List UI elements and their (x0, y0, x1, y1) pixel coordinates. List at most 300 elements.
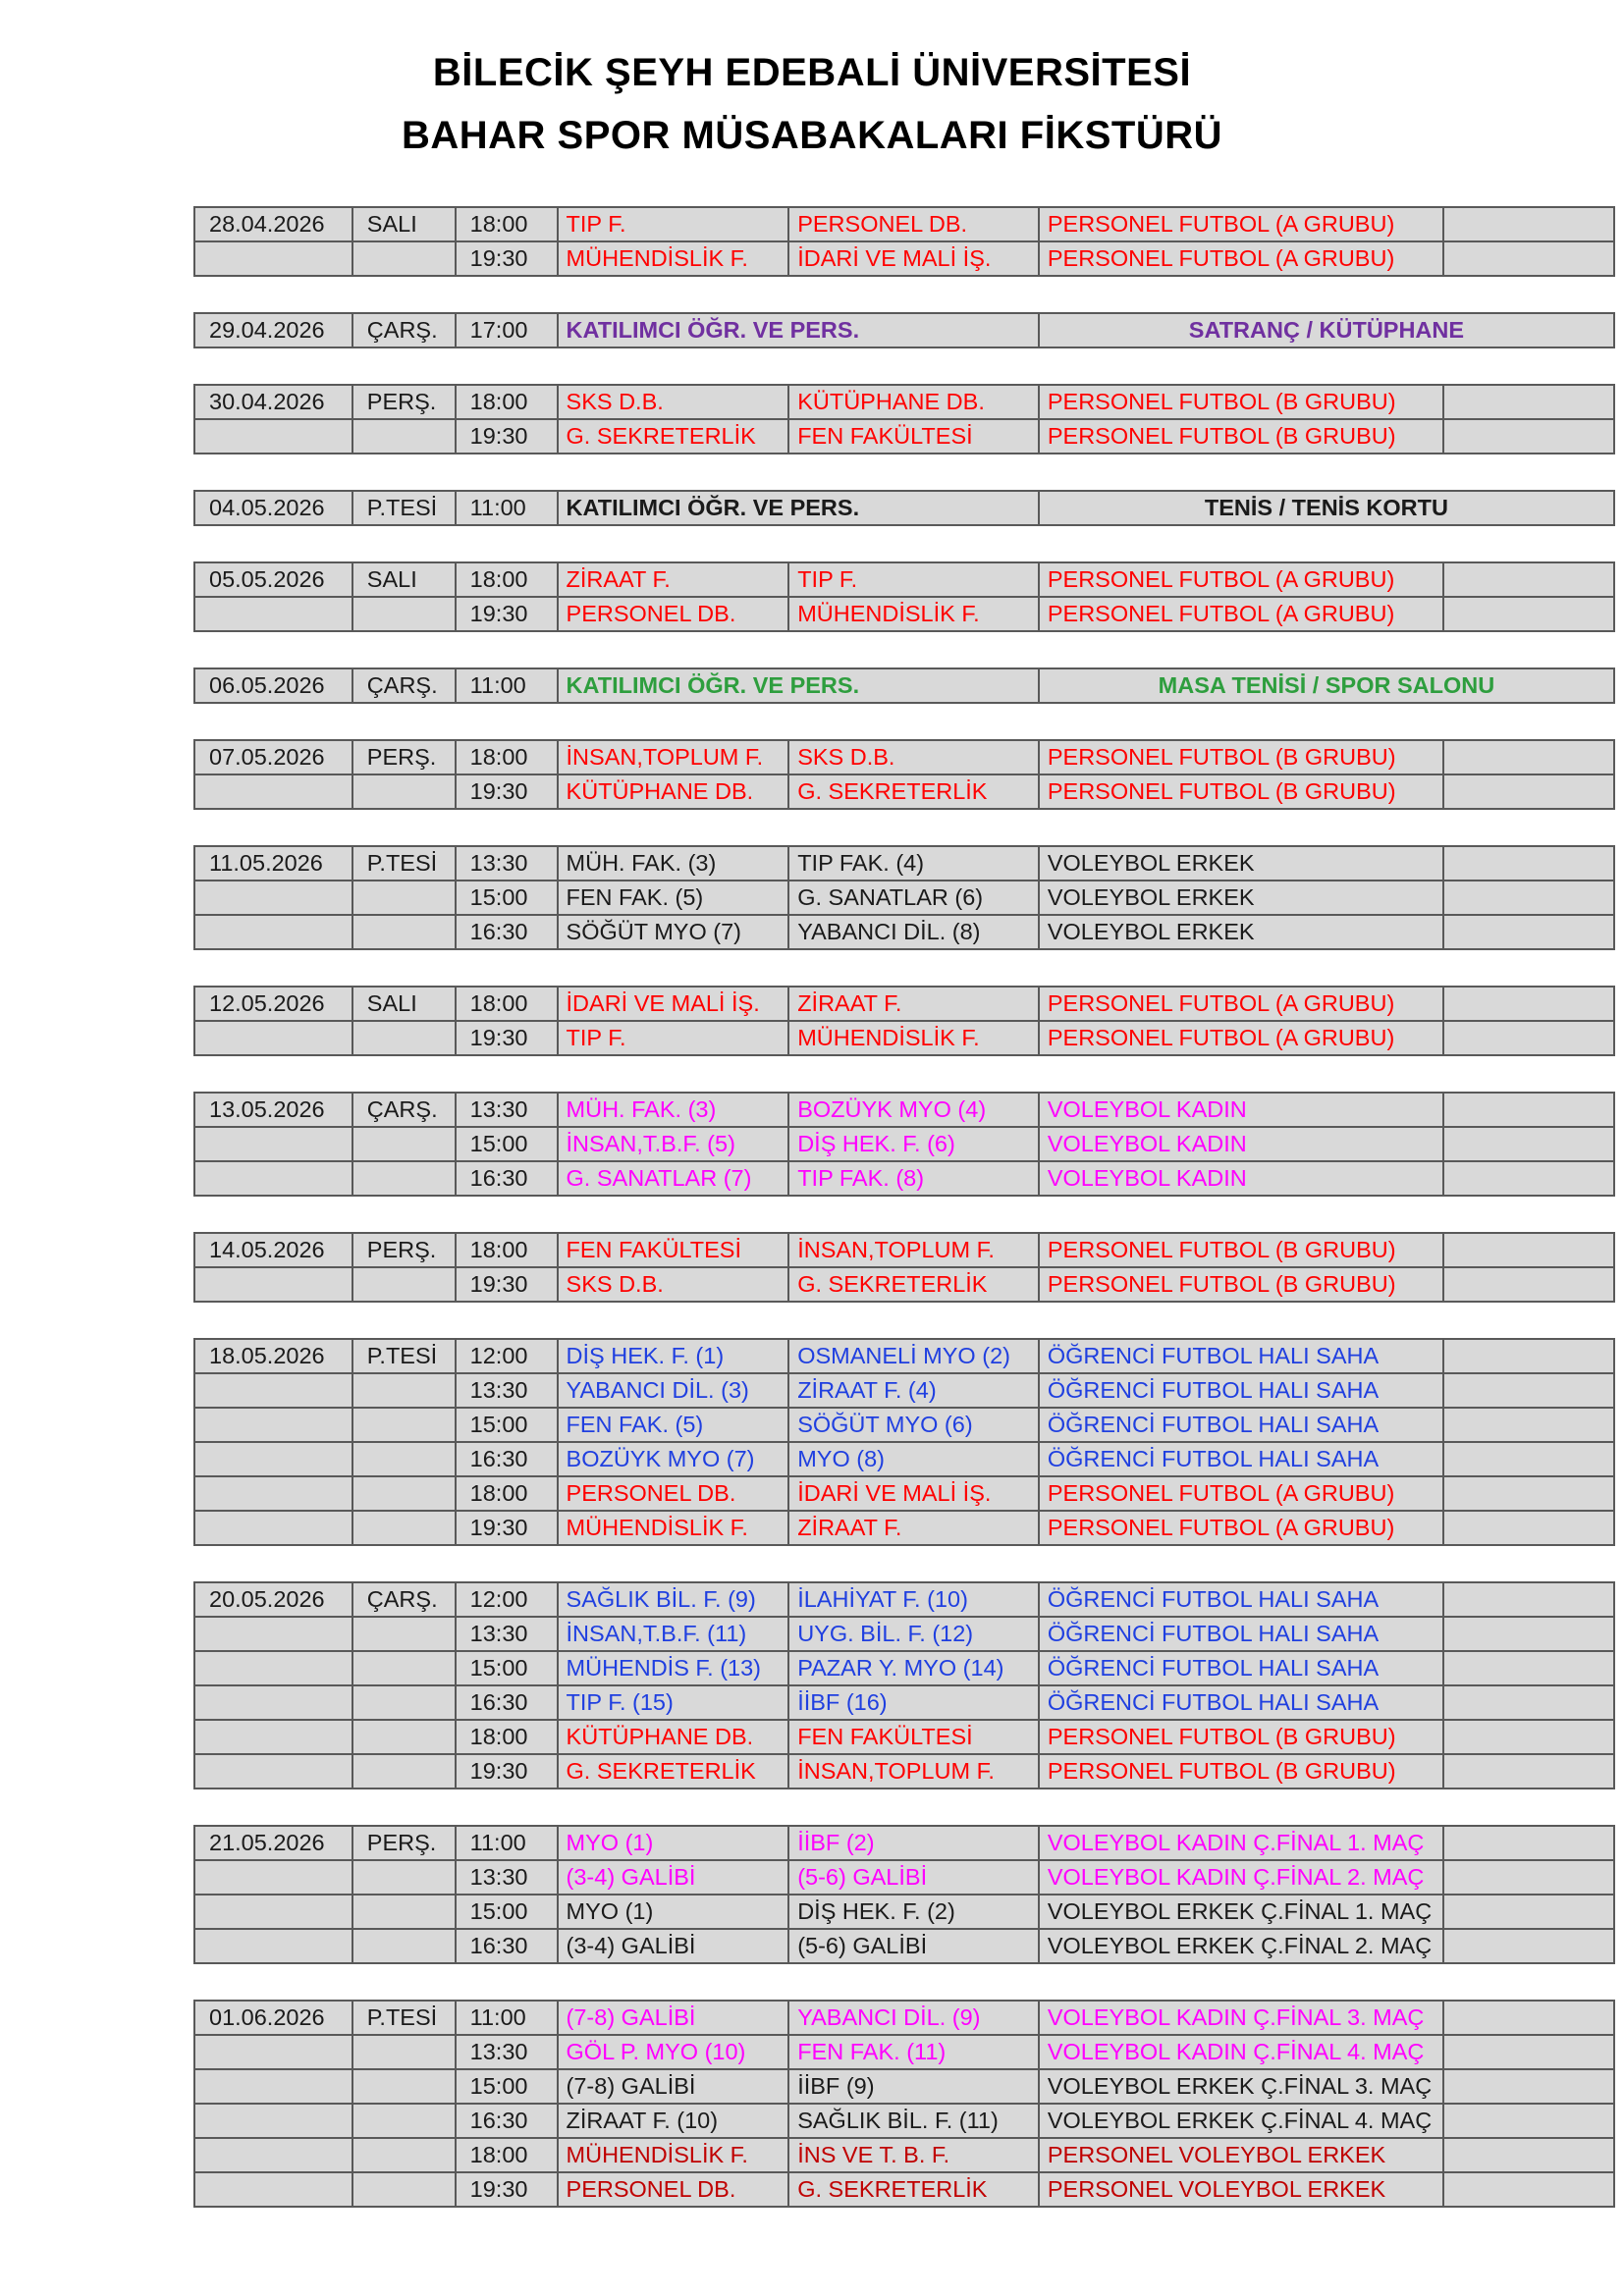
weekday-cell: PERŞ. (352, 1234, 455, 1266)
time-cell: 15:00 (455, 1409, 557, 1441)
time-cell: 15:00 (455, 1896, 557, 1928)
away-team-cell: TIP FAK. (8) (787, 1162, 1038, 1195)
table-row (195, 561, 1613, 596)
home-team-cell: GÖL P. MYO (10) (557, 2036, 788, 2068)
weekday-cell (352, 2036, 455, 2068)
date-cell (195, 1409, 352, 1441)
table-row (195, 1372, 1613, 1407)
date-cell (195, 420, 352, 453)
time-cell: 19:30 (455, 1755, 557, 1788)
home-team-cell: MÜHENDİS F. (13) (557, 1652, 788, 1684)
blank-cell (1442, 1234, 1613, 1266)
away-team-cell: FEN FAKÜLTESİ (787, 1721, 1038, 1753)
blank-cell (1442, 1618, 1613, 1650)
blank-cell (1442, 916, 1613, 948)
weekday-cell (352, 916, 455, 948)
event-cell: ÖĞRENCİ FUTBOL HALI SAHA (1038, 1409, 1442, 1441)
weekday-cell (352, 420, 455, 453)
weekday-cell: ÇARŞ. (352, 1094, 455, 1126)
blank-cell (1442, 2002, 1613, 2034)
participants-cell: KATILIMCI ÖĞR. VE PERS. (557, 669, 1038, 702)
weekday-cell (352, 1721, 455, 1753)
away-team-cell: YABANCI DİL. (9) (787, 2002, 1038, 2034)
weekday-cell (352, 881, 455, 914)
table-row (195, 1616, 1613, 1650)
away-team-cell: DİŞ HEK. F. (2) (787, 1896, 1038, 1928)
event-cell: MASA TENİSİ / SPOR SALONU (1038, 669, 1613, 702)
home-team-cell: PERSONEL DB. (557, 2173, 788, 2206)
date-cell (195, 1022, 352, 1054)
home-team-cell: ZİRAAT F. (10) (557, 2105, 788, 2137)
home-team-cell: İDARİ VE MALİ İŞ. (557, 988, 788, 1020)
home-team-cell: MYO (1) (557, 1896, 788, 1928)
weekday-cell (352, 1443, 455, 1475)
home-team-cell: ZİRAAT F. (557, 563, 788, 596)
away-team-cell: MÜHENDİSLİK F. (787, 598, 1038, 630)
event-cell: PERSONEL FUTBOL (A GRUBU) (1038, 1477, 1442, 1510)
event-cell: PERSONEL VOLEYBOL ERKEK (1038, 2173, 1442, 2206)
blank-cell (1442, 847, 1613, 880)
blank-cell (1442, 1443, 1613, 1475)
blank-cell (1442, 386, 1613, 418)
event-cell: SATRANÇ / KÜTÜPHANE (1038, 314, 1613, 347)
weekday-cell (352, 1374, 455, 1407)
event-cell: TENİS / TENİS KORTU (1038, 492, 1613, 524)
home-team-cell: PERSONEL DB. (557, 1477, 788, 1510)
table-row (195, 312, 1613, 348)
date-cell (195, 775, 352, 808)
day-block (193, 561, 1615, 632)
home-team-cell: MÜH. FAK. (3) (557, 1094, 788, 1126)
event-cell: VOLEYBOL KADIN Ç.FİNAL 2. MAÇ (1038, 1861, 1442, 1894)
date-cell: 30.04.2026 (209, 389, 325, 414)
weekday-cell: P.TESİ (352, 2002, 455, 2034)
event-cell: PERSONEL FUTBOL (A GRUBU) (1038, 1512, 1442, 1544)
away-team-cell: G. SEKRETERLİK (787, 1268, 1038, 1301)
date-cell (195, 1162, 352, 1195)
weekday-cell (352, 1268, 455, 1301)
blank-cell (1442, 1686, 1613, 1719)
date-cell (195, 881, 352, 914)
weekday-cell (352, 2105, 455, 2137)
blank-cell (1442, 988, 1613, 1020)
table-row (195, 1581, 1613, 1616)
weekday-cell (352, 1686, 455, 1719)
home-team-cell: KÜTÜPHANE DB. (557, 775, 788, 808)
day-block (193, 845, 1615, 950)
blank-cell (1442, 1128, 1613, 1160)
blank-cell (1442, 2139, 1613, 2171)
blank-cell (1442, 1827, 1613, 1859)
away-team-cell: UYG. BİL. F. (12) (787, 1618, 1038, 1650)
weekday-cell: P.TESİ (352, 492, 455, 524)
away-team-cell: PAZAR Y. MYO (14) (787, 1652, 1038, 1684)
date-cell (195, 1652, 352, 1684)
time-cell: 19:30 (455, 775, 557, 808)
away-team-cell: MÜHENDİSLİK F. (787, 1022, 1038, 1054)
event-cell: VOLEYBOL ERKEK Ç.FİNAL 2. MAÇ (1038, 1930, 1442, 1962)
home-team-cell: FEN FAK. (5) (557, 881, 788, 914)
time-cell: 19:30 (455, 1512, 557, 1544)
date-cell (195, 1374, 352, 1407)
time-cell: 19:30 (455, 420, 557, 453)
home-team-cell: G. SEKRETERLİK (557, 1755, 788, 1788)
day-block (193, 206, 1615, 277)
blank-cell (1442, 1409, 1613, 1441)
table-row (195, 1266, 1613, 1303)
event-cell: VOLEYBOL ERKEK (1038, 916, 1442, 948)
table-row (195, 845, 1613, 880)
blank-cell (1442, 1896, 1613, 1928)
time-cell: 16:30 (455, 1686, 557, 1719)
weekday-cell (352, 775, 455, 808)
away-team-cell: ZİRAAT F. (787, 1512, 1038, 1544)
day-block (193, 490, 1615, 526)
participants-cell: KATILIMCI ÖĞR. VE PERS. (557, 314, 1038, 347)
event-cell: ÖĞRENCİ FUTBOL HALI SAHA (1038, 1686, 1442, 1719)
event-cell: PERSONEL FUTBOL (A GRUBU) (1038, 598, 1442, 630)
time-cell: 19:30 (455, 1022, 557, 1054)
home-team-cell: FEN FAK. (5) (557, 1409, 788, 1441)
date-cell (195, 2105, 352, 2137)
event-cell: PERSONEL FUTBOL (A GRUBU) (1038, 208, 1442, 240)
table-row (195, 2103, 1613, 2137)
weekday-cell: ÇARŞ. (352, 669, 455, 702)
table-row (195, 1510, 1613, 1546)
blank-cell (1442, 1755, 1613, 1788)
table-row (195, 914, 1613, 950)
table-row (195, 2171, 1613, 2208)
time-cell: 18:00 (455, 1477, 557, 1510)
date-cell (195, 1755, 352, 1788)
weekday-cell: P.TESİ (352, 1340, 455, 1372)
event-cell: ÖĞRENCİ FUTBOL HALI SAHA (1038, 1374, 1442, 1407)
away-team-cell: İİBF (9) (787, 2070, 1038, 2103)
blank-cell (1442, 1652, 1613, 1684)
blank-cell (1442, 2070, 1613, 2103)
home-team-cell: DİŞ HEK. F. (1) (557, 1340, 788, 1372)
time-cell: 18:00 (455, 386, 557, 418)
weekday-cell: PERŞ. (352, 1827, 455, 1859)
time-cell: 13:30 (455, 847, 557, 880)
date-cell: 04.05.2026 (209, 495, 325, 520)
blank-cell (1442, 242, 1613, 275)
day-block (193, 986, 1615, 1056)
away-team-cell: SAĞLIK BİL. F. (11) (787, 2105, 1038, 2137)
table-row (195, 1475, 1613, 1510)
time-cell: 16:30 (455, 2105, 557, 2137)
table-row (195, 596, 1613, 632)
away-team-cell: MYO (8) (787, 1443, 1038, 1475)
table-row (195, 240, 1613, 277)
table-row (195, 1407, 1613, 1441)
away-team-cell: OSMANELİ MYO (2) (787, 1340, 1038, 1372)
home-team-cell: G. SANATLAR (7) (557, 1162, 788, 1195)
away-team-cell: (5-6) GALİBİ (787, 1930, 1038, 1962)
away-team-cell: İNSAN,TOPLUM F. (787, 1755, 1038, 1788)
table-row (195, 1092, 1613, 1126)
weekday-cell (352, 1755, 455, 1788)
home-team-cell: MÜHENDİSLİK F. (557, 242, 788, 275)
event-cell: PERSONEL FUTBOL (B GRUBU) (1038, 741, 1442, 774)
event-cell: PERSONEL FUTBOL (B GRUBU) (1038, 1755, 1442, 1788)
home-team-cell: TIP F. (15) (557, 1686, 788, 1719)
blank-cell (1442, 1721, 1613, 1753)
weekday-cell (352, 1477, 455, 1510)
blank-cell (1442, 1477, 1613, 1510)
home-team-cell: (7-8) GALİBİ (557, 2070, 788, 2103)
home-team-cell: MÜH. FAK. (3) (557, 847, 788, 880)
date-cell: 29.04.2026 (209, 317, 325, 343)
blank-cell (1442, 1583, 1613, 1616)
blank-cell (1442, 2173, 1613, 2206)
home-team-cell: SKS D.B. (557, 1268, 788, 1301)
away-team-cell: ZİRAAT F. (787, 988, 1038, 1020)
weekday-cell: ÇARŞ. (352, 314, 455, 347)
home-team-cell: (3-4) GALİBİ (557, 1930, 788, 1962)
time-cell: 18:00 (455, 988, 557, 1020)
date-cell (195, 1721, 352, 1753)
table-row (195, 1684, 1613, 1719)
event-cell: VOLEYBOL ERKEK Ç.FİNAL 3. MAÇ (1038, 2070, 1442, 2103)
time-cell: 15:00 (455, 2070, 557, 2103)
blank-cell (1442, 1340, 1613, 1372)
document-title-line-2: BAHAR SPOR MÜSABAKALARI FİKSTÜRÜ (402, 114, 1222, 157)
blank-cell (1442, 598, 1613, 630)
weekday-cell (352, 598, 455, 630)
table-row (195, 1753, 1613, 1789)
table-row (195, 2137, 1613, 2171)
event-cell: PERSONEL FUTBOL (A GRUBU) (1038, 242, 1442, 275)
event-cell: PERSONEL FUTBOL (B GRUBU) (1038, 420, 1442, 453)
weekday-cell: SALI (352, 563, 455, 596)
blank-cell (1442, 563, 1613, 596)
away-team-cell: İDARİ VE MALİ İŞ. (787, 1477, 1038, 1510)
table-row (195, 1825, 1613, 1859)
event-cell: PERSONEL VOLEYBOL ERKEK (1038, 2139, 1442, 2171)
day-block (193, 739, 1615, 810)
table-row (195, 1928, 1613, 1964)
date-cell: 21.05.2026 (209, 1830, 325, 1855)
event-cell: ÖĞRENCİ FUTBOL HALI SAHA (1038, 1340, 1442, 1372)
date-cell: 11.05.2026 (209, 850, 323, 876)
home-team-cell: KÜTÜPHANE DB. (557, 1721, 788, 1753)
document-title-line-1: BİLECİK ŞEYH EDEBALİ ÜNİVERSİTESİ (432, 51, 1192, 94)
date-cell (195, 1512, 352, 1544)
weekday-cell (352, 1652, 455, 1684)
time-cell: 13:30 (455, 1374, 557, 1407)
away-team-cell: SÖĞÜT MYO (6) (787, 1409, 1038, 1441)
date-cell: 05.05.2026 (209, 566, 325, 592)
table-row (195, 2000, 1613, 2034)
date-cell (195, 1477, 352, 1510)
blank-cell (1442, 881, 1613, 914)
weekday-cell: ÇARŞ. (352, 1583, 455, 1616)
blank-cell (1442, 420, 1613, 453)
event-cell: VOLEYBOL ERKEK (1038, 881, 1442, 914)
date-cell (195, 2139, 352, 2171)
table-row (195, 206, 1613, 240)
weekday-cell (352, 2139, 455, 2171)
table-row (195, 1441, 1613, 1475)
weekday-cell (352, 1409, 455, 1441)
event-cell: VOLEYBOL ERKEK Ç.FİNAL 1. MAÇ (1038, 1896, 1442, 1928)
home-team-cell: (7-8) GALİBİ (557, 2002, 788, 2034)
date-cell (195, 242, 352, 275)
away-team-cell: TIP F. (787, 563, 1038, 596)
event-cell: ÖĞRENCİ FUTBOL HALI SAHA (1038, 1652, 1442, 1684)
day-block (193, 2000, 1615, 2208)
event-cell: VOLEYBOL KADIN (1038, 1128, 1442, 1160)
table-row (195, 1894, 1613, 1928)
table-row (195, 1650, 1613, 1684)
time-cell: 16:30 (455, 1443, 557, 1475)
date-cell (195, 2173, 352, 2206)
time-cell: 17:00 (455, 314, 557, 347)
blank-cell (1442, 1861, 1613, 1894)
home-team-cell: İNSAN,T.B.F. (11) (557, 1618, 788, 1650)
date-cell: 28.04.2026 (209, 211, 325, 237)
event-cell: ÖĞRENCİ FUTBOL HALI SAHA (1038, 1618, 1442, 1650)
table-row (195, 1232, 1613, 1266)
blank-cell (1442, 2105, 1613, 2137)
date-cell (195, 1443, 352, 1475)
table-row (195, 774, 1613, 810)
time-cell: 12:00 (455, 1583, 557, 1616)
time-cell: 12:00 (455, 1340, 557, 1372)
away-team-cell: KÜTÜPHANE DB. (787, 386, 1038, 418)
time-cell: 19:30 (455, 1268, 557, 1301)
blank-cell (1442, 741, 1613, 774)
blank-cell (1442, 1022, 1613, 1054)
date-cell (195, 2036, 352, 2068)
table-row (195, 986, 1613, 1020)
date-cell (195, 2070, 352, 2103)
away-team-cell: İNS VE T. B. F. (787, 2139, 1038, 2171)
date-cell (195, 1618, 352, 1650)
table-row (195, 490, 1613, 526)
blank-cell (1442, 1094, 1613, 1126)
date-cell: 06.05.2026 (209, 672, 325, 698)
away-team-cell: YABANCI DİL. (8) (787, 916, 1038, 948)
away-team-cell: İLAHİYAT F. (10) (787, 1583, 1038, 1616)
home-team-cell: PERSONEL DB. (557, 598, 788, 630)
home-team-cell: (3-4) GALİBİ (557, 1861, 788, 1894)
weekday-cell (352, 1512, 455, 1544)
weekday-cell (352, 1861, 455, 1894)
weekday-cell (352, 1022, 455, 1054)
home-team-cell: G. SEKRETERLİK (557, 420, 788, 453)
home-team-cell: SKS D.B. (557, 386, 788, 418)
event-cell: PERSONEL FUTBOL (A GRUBU) (1038, 1022, 1442, 1054)
home-team-cell: FEN FAKÜLTESİ (557, 1234, 788, 1266)
day-block (193, 667, 1615, 704)
event-cell: ÖĞRENCİ FUTBOL HALI SAHA (1038, 1443, 1442, 1475)
day-block (193, 1338, 1615, 1546)
weekday-cell: PERŞ. (352, 741, 455, 774)
time-cell: 19:30 (455, 598, 557, 630)
time-cell: 13:30 (455, 2036, 557, 2068)
table-row (195, 667, 1613, 704)
time-cell: 18:00 (455, 741, 557, 774)
event-cell: VOLEYBOL KADIN Ç.FİNAL 4. MAÇ (1038, 2036, 1442, 2068)
date-cell: 12.05.2026 (209, 990, 325, 1016)
home-team-cell: TIP F. (557, 1022, 788, 1054)
event-cell: VOLEYBOL KADIN Ç.FİNAL 1. MAÇ (1038, 1827, 1442, 1859)
weekday-cell: SALI (352, 988, 455, 1020)
home-team-cell: YABANCI DİL. (3) (557, 1374, 788, 1407)
event-cell: VOLEYBOL KADIN Ç.FİNAL 3. MAÇ (1038, 2002, 1442, 2034)
time-cell: 18:00 (455, 1234, 557, 1266)
event-cell: PERSONEL FUTBOL (A GRUBU) (1038, 988, 1442, 1020)
date-cell (195, 1930, 352, 1962)
blank-cell (1442, 1374, 1613, 1407)
table-row (195, 1719, 1613, 1753)
time-cell: 19:30 (455, 2173, 557, 2206)
time-cell: 15:00 (455, 1128, 557, 1160)
event-cell: PERSONEL FUTBOL (B GRUBU) (1038, 386, 1442, 418)
weekday-cell (352, 1162, 455, 1195)
date-cell: 13.05.2026 (209, 1096, 325, 1122)
time-cell: 19:30 (455, 242, 557, 275)
weekday-cell: P.TESİ (352, 847, 455, 880)
day-block (193, 1092, 1615, 1197)
table-row (195, 1160, 1613, 1197)
event-cell: PERSONEL FUTBOL (B GRUBU) (1038, 775, 1442, 808)
time-cell: 16:30 (455, 916, 557, 948)
event-cell: PERSONEL FUTBOL (B GRUBU) (1038, 1268, 1442, 1301)
blank-cell (1442, 775, 1613, 808)
time-cell: 18:00 (455, 563, 557, 596)
participants-cell: KATILIMCI ÖĞR. VE PERS. (557, 492, 1038, 524)
away-team-cell: PERSONEL DB. (787, 208, 1038, 240)
day-block (193, 384, 1615, 454)
date-cell (195, 1686, 352, 1719)
time-cell: 11:00 (455, 2002, 557, 2034)
blank-cell (1442, 1162, 1613, 1195)
weekday-cell (352, 242, 455, 275)
date-cell (195, 1896, 352, 1928)
weekday-cell (352, 1896, 455, 1928)
weekday-cell (352, 1930, 455, 1962)
home-team-cell: MÜHENDİSLİK F. (557, 1512, 788, 1544)
table-row (195, 384, 1613, 418)
blank-cell (1442, 1512, 1613, 1544)
away-team-cell: DİŞ HEK. F. (6) (787, 1128, 1038, 1160)
time-cell: 16:30 (455, 1930, 557, 1962)
date-cell: 20.05.2026 (209, 1586, 325, 1612)
away-team-cell: TIP FAK. (4) (787, 847, 1038, 880)
table-row (195, 2068, 1613, 2103)
away-team-cell: G. SANATLAR (6) (787, 881, 1038, 914)
time-cell: 11:00 (455, 669, 557, 702)
time-cell: 15:00 (455, 1652, 557, 1684)
table-row (195, 1020, 1613, 1056)
home-team-cell: SAĞLIK BİL. F. (9) (557, 1583, 788, 1616)
away-team-cell: İİBF (2) (787, 1827, 1038, 1859)
event-cell: VOLEYBOL KADIN (1038, 1094, 1442, 1126)
date-cell (195, 1128, 352, 1160)
away-team-cell: BOZÜYK MYO (4) (787, 1094, 1038, 1126)
date-cell: 07.05.2026 (209, 744, 325, 770)
weekday-cell (352, 1618, 455, 1650)
date-cell: 01.06.2026 (209, 2004, 325, 2030)
time-cell: 16:30 (455, 1162, 557, 1195)
away-team-cell: G. SEKRETERLİK (787, 775, 1038, 808)
day-block (193, 312, 1615, 348)
event-cell: PERSONEL FUTBOL (B GRUBU) (1038, 1721, 1442, 1753)
weekday-cell: SALI (352, 208, 455, 240)
